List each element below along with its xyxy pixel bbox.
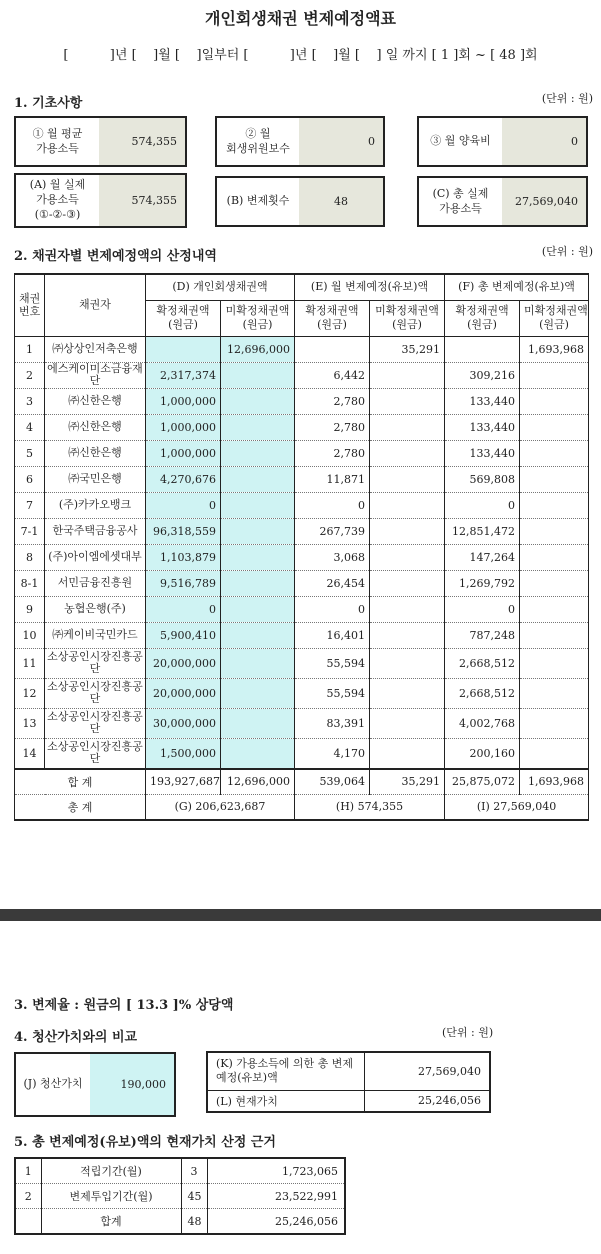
cell-no: 13 [15,708,45,738]
cell-f2 [520,708,589,738]
cell-e2 [370,544,445,570]
cell-e2 [370,678,445,708]
cell-f2 [520,466,589,492]
present-value-table [14,1157,346,1235]
creditor-row [15,362,589,388]
cell-e1: 2,780 [295,414,370,440]
cell-d1: 1,000,000 [146,440,221,466]
cell-e1: 26,454 [295,570,370,596]
cell-d1: 96,318,559 [146,518,221,544]
cell-f2 [520,738,589,769]
cell-no: 6 [15,466,45,492]
cell-f1: 147,264 [445,544,520,570]
present-value-row [15,1158,345,1184]
total-label: 총 계 [15,794,146,820]
box-trustee-fee [215,116,385,167]
cell-no: 10 [15,622,45,648]
cell-d1: 1,500,000 [146,738,221,769]
cell-d2 [221,648,295,678]
cell-d1: 1,103,879 [146,544,221,570]
creditor-row [15,518,589,544]
creditor-row [15,544,589,570]
cell-e1: 6,442 [295,362,370,388]
section2-heading: 2. 채권자별 변제예정액의 산정내역 [14,249,217,264]
cell-name: 소상공인시장진흥공단 [45,678,146,708]
cell-d2 [221,492,295,518]
cell-f2 [520,440,589,466]
repayment-rate: 3. 변제율 : 원금의 [ 13.3 ]% 상당액 [14,998,234,1013]
cell-d2 [221,466,295,492]
cell-d2 [221,738,295,769]
sum-d1: 193,927,687 [146,769,221,795]
l-label: (L) 현재가치 [207,1090,365,1112]
sum-f2: 1,693,968 [520,769,589,795]
box-payment-count-label: (B) 변제횟수 [226,194,290,208]
pv-cell-label: 적립기간(월) [41,1158,181,1184]
liquidation-value-label: (J) 청산가치 [23,1077,83,1091]
cell-no: 12 [15,678,45,708]
cell-d2 [221,440,295,466]
cell-e1: 83,391 [295,708,370,738]
creditor-row [15,336,589,362]
pv-cell-n: 48 [181,1209,207,1235]
pv-cell-value: 1,723,065 [207,1158,345,1184]
creditor-row [15,648,589,678]
col-f-header: (F) 총 변제예정(유보)액 [445,274,589,300]
cell-d2 [221,414,295,440]
cell-no: 1 [15,336,45,362]
cell-f2 [520,492,589,518]
cell-d2 [221,596,295,622]
cell-f2 [520,596,589,622]
total-h: (H) 574,355 [295,794,445,820]
pv-cell-no [15,1209,41,1235]
cell-d2 [221,518,295,544]
cell-e2 [370,596,445,622]
cell-e1: 2,780 [295,440,370,466]
cell-e2 [370,708,445,738]
cell-no: 8 [15,544,45,570]
cell-d2 [221,622,295,648]
cell-name: 농협은행(주) [45,596,146,622]
cell-f1: 0 [445,492,520,518]
page-title: 개인회생채권 변제예정액표 [204,9,397,28]
cell-name: 소상공인시장진흥공단 [45,708,146,738]
pv-cell-label: 변제투입기간(월) [41,1184,181,1209]
cell-name: 소상공인시장진흥공단 [45,738,146,769]
cell-d1: 5,900,410 [146,622,221,648]
cell-d2 [221,362,295,388]
cell-name: ㈜신한은행 [45,388,146,414]
cell-f1: 787,248 [445,622,520,648]
cell-no: 14 [15,738,45,769]
box-avg-income-label: ① 월 평균 가용소득 [32,126,83,155]
creditor-row [15,466,589,492]
cell-no: 4 [15,414,45,440]
cell-e2 [370,648,445,678]
cell-name: ㈜케이비국민카드 [45,622,146,648]
cell-f1: 2,668,512 [445,678,520,708]
creditor-row [15,492,589,518]
pv-cell-n: 3 [181,1158,207,1184]
cell-f1: 12,851,472 [445,518,520,544]
cell-d2: 12,696,000 [221,336,295,362]
l-value: 25,246,056 [365,1090,491,1112]
col-d-confirmed: 확정채권액 (원금) [146,300,221,336]
page-separator [0,909,601,921]
creditor-row [15,678,589,708]
comparison-table [206,1051,491,1113]
cell-no: 2 [15,362,45,388]
section4-unit: (단위 : 원) [442,1026,494,1039]
creditor-row [15,440,589,466]
creditor-row [15,570,589,596]
col-e-confirmed: 확정채권액 (원금) [295,300,370,336]
cell-d1: 9,516,789 [146,570,221,596]
box-real-income [14,173,187,228]
cell-name: 서민금융진흥원 [45,570,146,596]
cell-name: (주)카카오뱅크 [45,492,146,518]
cell-e1: 55,594 [295,678,370,708]
cell-f1: 2,668,512 [445,648,520,678]
col-e-unconfirmed: 미확정채권액 (원금) [370,300,445,336]
k-value: 27,569,040 [365,1052,491,1090]
cell-e2 [370,388,445,414]
cell-d2 [221,544,295,570]
cell-name: 에스케이미소금융재단 [45,362,146,388]
cell-d1: 1,000,000 [146,414,221,440]
cell-e1: 11,871 [295,466,370,492]
cell-f2 [520,648,589,678]
box-real-income-label: (A) 월 실제 가용소득 (①-②-③) [29,178,86,221]
cell-d1: 20,000,000 [146,678,221,708]
cell-d2 [221,388,295,414]
box-payment-count [215,176,385,227]
cell-f1: 133,440 [445,440,520,466]
cell-f1: 4,002,768 [445,708,520,738]
k-label: (K) 가용소득에 의한 총 변제예정(유보)액 [207,1052,365,1090]
col-f-confirmed: 확정채권액 (원금) [445,300,520,336]
section2-unit: (단위 : 원) [541,245,593,258]
sum-label: 합 계 [15,769,146,795]
pv-cell-no: 2 [15,1184,41,1209]
creditor-row [15,414,589,440]
cell-f1: 1,269,792 [445,570,520,596]
cell-e1: 3,068 [295,544,370,570]
cell-no: 3 [15,388,45,414]
col-d-header: (D) 개인회생채권액 [146,274,295,300]
creditor-row [15,388,589,414]
col-no-header: 채권 번호 [15,274,45,336]
cell-d1: 20,000,000 [146,648,221,678]
box-childcare [417,116,588,167]
cell-d2 [221,708,295,738]
box-childcare-value: 0 [502,118,586,165]
col-e-header: (E) 월 변제예정(유보)액 [295,274,445,300]
pv-cell-n: 45 [181,1184,207,1209]
box-trustee-fee-value: 0 [299,118,383,165]
box-total-income [417,176,588,227]
cell-f1: 133,440 [445,414,520,440]
section1-heading: 1. 기초사항 [14,96,83,111]
pv-cell-value: 25,246,056 [207,1209,345,1235]
sum-f1: 25,875,072 [445,769,520,795]
cell-e1 [295,336,370,362]
cell-e2 [370,414,445,440]
cell-d1: 4,270,676 [146,466,221,492]
box-avg-income [14,116,187,167]
present-value-rows [15,1158,345,1234]
creditor-rows [15,336,589,769]
cell-f2 [520,362,589,388]
box-total-income-label: (C) 총 실제 가용소득 [432,186,489,215]
box-trustee-fee-label: ② 월 회생위원보수 [226,126,290,155]
col-creditor-header: 채권자 [45,274,146,336]
box-real-income-value: 574,355 [99,175,185,226]
cell-name: 한국주택금융공사 [45,518,146,544]
cell-e1: 0 [295,492,370,518]
cell-f1: 133,440 [445,388,520,414]
cell-f1: 309,216 [445,362,520,388]
cell-f1: 200,160 [445,738,520,769]
cell-e2 [370,518,445,544]
cell-e1: 267,739 [295,518,370,544]
section5-heading: 5. 총 변제예정(유보)액의 현재가치 산정 근거 [14,1135,276,1150]
cell-e1: 55,594 [295,648,370,678]
box-liquidation-value [14,1052,176,1117]
cell-f2 [520,570,589,596]
pv-cell-no: 1 [15,1158,41,1184]
total-i: (I) 27,569,040 [445,794,589,820]
cell-f1: 0 [445,596,520,622]
sum-d2: 12,696,000 [221,769,295,795]
cell-no: 11 [15,648,45,678]
pv-cell-label: 합계 [41,1209,181,1235]
col-f-unconfirmed: 미확정채권액 (원금) [520,300,589,336]
cell-f2 [520,414,589,440]
cell-no: 8-1 [15,570,45,596]
liquidation-value: 190,000 [90,1054,174,1115]
cell-e1: 4,170 [295,738,370,769]
cell-name: 소상공인시장진흥공단 [45,648,146,678]
cell-d2 [221,678,295,708]
cell-f2: 1,693,968 [520,336,589,362]
box-avg-income-value: 574,355 [99,118,185,165]
cell-e1: 0 [295,596,370,622]
cell-d1: 0 [146,492,221,518]
cell-name: ㈜상상인저축은행 [45,336,146,362]
cell-e2 [370,492,445,518]
creditor-table [14,273,589,821]
cell-e2 [370,362,445,388]
cell-e1: 16,401 [295,622,370,648]
cell-no: 9 [15,596,45,622]
cell-e2 [370,466,445,492]
cell-e2 [370,570,445,596]
cell-no: 5 [15,440,45,466]
cell-no: 7-1 [15,518,45,544]
present-value-row [15,1209,345,1235]
section1-unit: (단위 : 원) [541,92,593,105]
cell-f2 [520,622,589,648]
cell-d1: 2,317,374 [146,362,221,388]
cell-d1: 0 [146,596,221,622]
cell-f1 [445,336,520,362]
cell-f1: 569,808 [445,466,520,492]
cell-no: 7 [15,492,45,518]
cell-f2 [520,678,589,708]
present-value-row [15,1184,345,1209]
cell-d1 [146,336,221,362]
col-d-unconfirmed: 미확정채권액 (원금) [221,300,295,336]
box-total-income-value: 27,569,040 [502,178,586,225]
cell-name: ㈜국민은행 [45,466,146,492]
cell-f2 [520,544,589,570]
payment-period: [ ]년 [ ]월 [ ]일부터 [ ]년 [ ]월 [ ] 일 까지 [ 1 ]회 ~ [ 48 ]회 [63,48,538,63]
cell-d1: 30,000,000 [146,708,221,738]
sum-e1: 539,064 [295,769,370,795]
cell-name: ㈜신한은행 [45,414,146,440]
section4-heading: 4. 청산가치와의 비교 [14,1030,138,1045]
box-payment-count-value: 48 [299,178,383,225]
cell-e2: 35,291 [370,336,445,362]
cell-d1: 1,000,000 [146,388,221,414]
cell-e2 [370,738,445,769]
creditor-row [15,622,589,648]
cell-e2 [370,622,445,648]
creditor-row [15,738,589,769]
sum-e2: 35,291 [370,769,445,795]
pv-cell-value: 23,522,991 [207,1184,345,1209]
cell-name: ㈜신한은행 [45,440,146,466]
cell-e2 [370,440,445,466]
cell-f2 [520,518,589,544]
cell-e1: 2,780 [295,388,370,414]
creditor-row [15,708,589,738]
creditor-row [15,596,589,622]
cell-f2 [520,388,589,414]
box-childcare-label: ③ 월 양육비 [430,134,491,148]
cell-d2 [221,570,295,596]
cell-name: (주)아이엠에셋대부 [45,544,146,570]
total-g: (G) 206,623,687 [146,794,295,820]
